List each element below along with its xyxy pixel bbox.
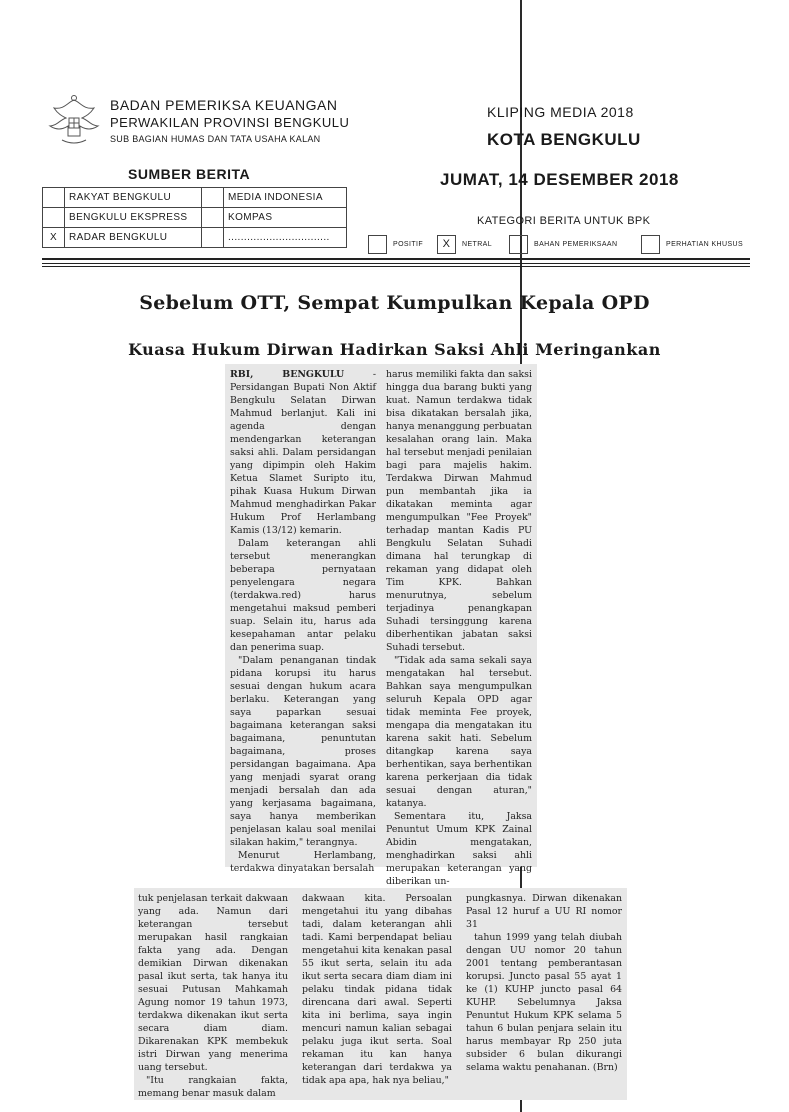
source-mark	[43, 188, 65, 208]
kategori-title: KATEGORI BERITA UNTUK BPK	[477, 215, 651, 227]
category-checkbox	[509, 235, 528, 254]
category-bahan-pemeriksaan	[509, 234, 617, 254]
kota-title: KOTA BENGKULU	[487, 130, 641, 149]
article-paragraph: dakwaan kita. Persoalan mengetahui itu yang dibahas tadi, dalam keterangan ahli tadi. Kami berpendapat beliau mengetahui kita kenakan pasal 55 ikut serta, selain itu ada ikut serta secara diam diam ini pelaku tindak pidana tidak direncana dari awal. Seperti kita ini berlima, saya ingin mencuri namun kalian sebagai pelaku juga ikut serta. Soal rekaman itu kan hanya keterangan dari terdakwa ya tidak apa apa, hak nya beliau,"	[302, 893, 452, 1086]
source-mark-empty	[202, 228, 224, 248]
article-paragraph: "Itu rangkaian fakta, memang benar masuk dalam	[138, 1075, 288, 1099]
garuda-emblem-icon	[42, 90, 106, 150]
article-paragraph: tahun 1999 yang telah diubah dengan UU nomor 20 tahun 2001 tentang pemberantasan korupsi. Juncto pasal 55 ayat 1 ke (1) KUHP juncto pasal 64 KUHP. Sebelumnya Jaksa Penuntut Hukum KPK selama 5 tahun 6 bulan penjara selain itu harus membayar Rp 250 juta subsider 6 bulan dikurangi selama waktu penahanan. (Brn)	[466, 932, 622, 1073]
org-name-line1: BADAN PEMERIKSA KEUANGAN	[110, 97, 338, 113]
dateline: RBI, BENGKULU	[230, 369, 345, 380]
kliping-title: KLIPING MEDIA 2018	[487, 104, 634, 120]
org-name-line3: SUB BAGIAN HUMAS DAN TATA USAHA KALAN	[110, 134, 321, 144]
source-row	[43, 188, 347, 208]
article-paragraph: "Dalam penanganan tindak pidana korupsi itu harus sesuai dengan hukum acara berlaku. Keterangan yang saya paparkan sesuai bagaimana keterangan saksi bagaimana, penuntutan bagaimana, proses persidangan bagaimana. Apa yang menjadi syarat orang menjadi bersalah dan ada yang kerjasama bagaimana, saya hanya memberikan penjelasan kalau soal menilai silakan hakim," terangnya.	[230, 655, 376, 848]
article-column-5	[466, 892, 622, 1098]
clipping-date: JUMAT, 14 DESEMBER 2018	[440, 170, 679, 189]
source-row	[43, 228, 347, 248]
sumber-berita-title: SUMBER BERITA	[128, 166, 251, 182]
article-subheadline: Kuasa Hukum Dirwan Hadirkan Saksi Ahli Meringankan	[128, 340, 661, 359]
article-headline: Sebelum OTT, Sempat Kumpulkan Kepala OPD	[139, 292, 650, 314]
category-checkbox: X	[437, 235, 456, 254]
article-column-2	[386, 368, 532, 887]
header-divider	[42, 258, 750, 260]
article-column-4	[302, 892, 452, 1098]
article-column-1	[230, 368, 376, 874]
category-netral	[437, 234, 492, 254]
article-paragraph: "Tidak ada sama sekali saya mengatakan hal tersebut. Bahkan saya mengumpulkan seluruh Kepala OPD agar tidak meminta Fee proyek, mengapa dia mengatakan itu karena sakit hati. Sebelum ditangkap karena saya berhentikan, saya berhentikan karena perkerjaan dia tidak sesuai dengan aturan," katanya.	[386, 655, 532, 809]
article-column-3	[138, 892, 288, 1098]
source-row	[43, 208, 347, 228]
source-name: BENGKULU EKSPRESS	[65, 208, 202, 228]
article-paragraph: Dalam keterangan ahli tersebut menerangkan beberapa pernyataan penyelengara negara (terdakwa.red) harus mengetahui maksud pemberi suap. Selain itu, harus ada kesepahaman antar pelaku dan penerima suap.	[230, 538, 376, 653]
source-mark: X	[43, 228, 65, 248]
source-name: RAKYAT BENGKULU	[65, 188, 202, 208]
article-paragraph: harus memiliki fakta dan saksi hingga dua barang bukti yang kuat. Namun terdakwa tidak bisa dikatakan bersalah jika, hanya menanggung perbuatan kesalahan orang lain. Maka hal tersebut menjadi penilaian bagi para majelis hakim. Terdakwa Dirwan Mahmud pun membantah jika ia dikatakan meminta agar mengumpulkan "Fee Proyek" terhadap mantan Kadis PU Bengkulu Selatan Suhadi dimana hal terungkap di rekaman yang didapat oleh Tim KPK. Bahkan menurutnya, sebelum terjadinya penangkapan Suhadi tersinggung karena diberhentikan jabatan saksi Suhadi tersebut.	[386, 369, 532, 653]
category-checkbox	[368, 235, 387, 254]
source-table	[42, 187, 347, 248]
category-perhatian-khusus	[641, 234, 743, 254]
article-paragraph: RBI, BENGKULU - Persidangan Bupati Non Aktif Bengkulu Selatan Dirwan Mahmud berlanjut. Kali ini agenda dengan mendengarkan keterangan saksi ahli. Dalam persidangan yang dipimpin oleh Hakim Ketua Slamet Suripto itu, pihak Kuasa Hukum Dirwan Mahmud menghadirkan Pakar Hukum Prof Herlambang Kamis (13/12) kemarin.	[230, 369, 376, 536]
source-name: RADAR BENGKULU	[65, 228, 202, 248]
article-paragraph: Menurut Herlambang, terdakwa dinyatakan bersalah	[230, 850, 376, 874]
source-mark-empty	[202, 208, 224, 228]
source-name: KOMPAS	[224, 208, 347, 228]
article-paragraph: Sementara itu, Jaksa Penuntut Umum KPK Zainal Abidin mengatakan, menghadirkan saksi ahli merupakan keterangan yang diberikan un-	[386, 811, 532, 887]
article-paragraph: pungkasnya. Dirwan dikenakan Pasal 12 huruf a UU RI nomor 31	[466, 893, 622, 930]
source-mark	[43, 208, 65, 228]
source-name: ................................	[224, 228, 347, 248]
category-label: PERHATIAN KHUSUS	[666, 240, 744, 248]
source-name: MEDIA INDONESIA	[224, 188, 347, 208]
category-positif	[368, 234, 423, 254]
category-label: NETRAL	[462, 240, 493, 248]
header-divider	[42, 263, 750, 264]
category-label: POSITIF	[393, 240, 424, 248]
header-divider	[42, 266, 750, 267]
source-mark-empty	[202, 188, 224, 208]
org-name-line2: PERWAKILAN PROVINSI BENGKULU	[110, 115, 350, 130]
category-checkbox	[641, 235, 660, 254]
article-paragraph: tuk penjelasan terkait dakwaan yang ada. Namun dari keterangan tersebut merupakan hasil rangkaian fakta yang ada. Dengan demikian Dirwan dikenakan pasal ikut serta, tak hanya itu sesuai Putusan Mahkamah Agung nomor 19 tahun 1973, terdakwa dikenakan ikut serta secara diam diam. Dikarenakan KPK membekuk istri Dirwan yang menerima uang tersebut.	[138, 893, 288, 1073]
category-label: BAHAN PEMERIKSAAN	[534, 240, 618, 248]
